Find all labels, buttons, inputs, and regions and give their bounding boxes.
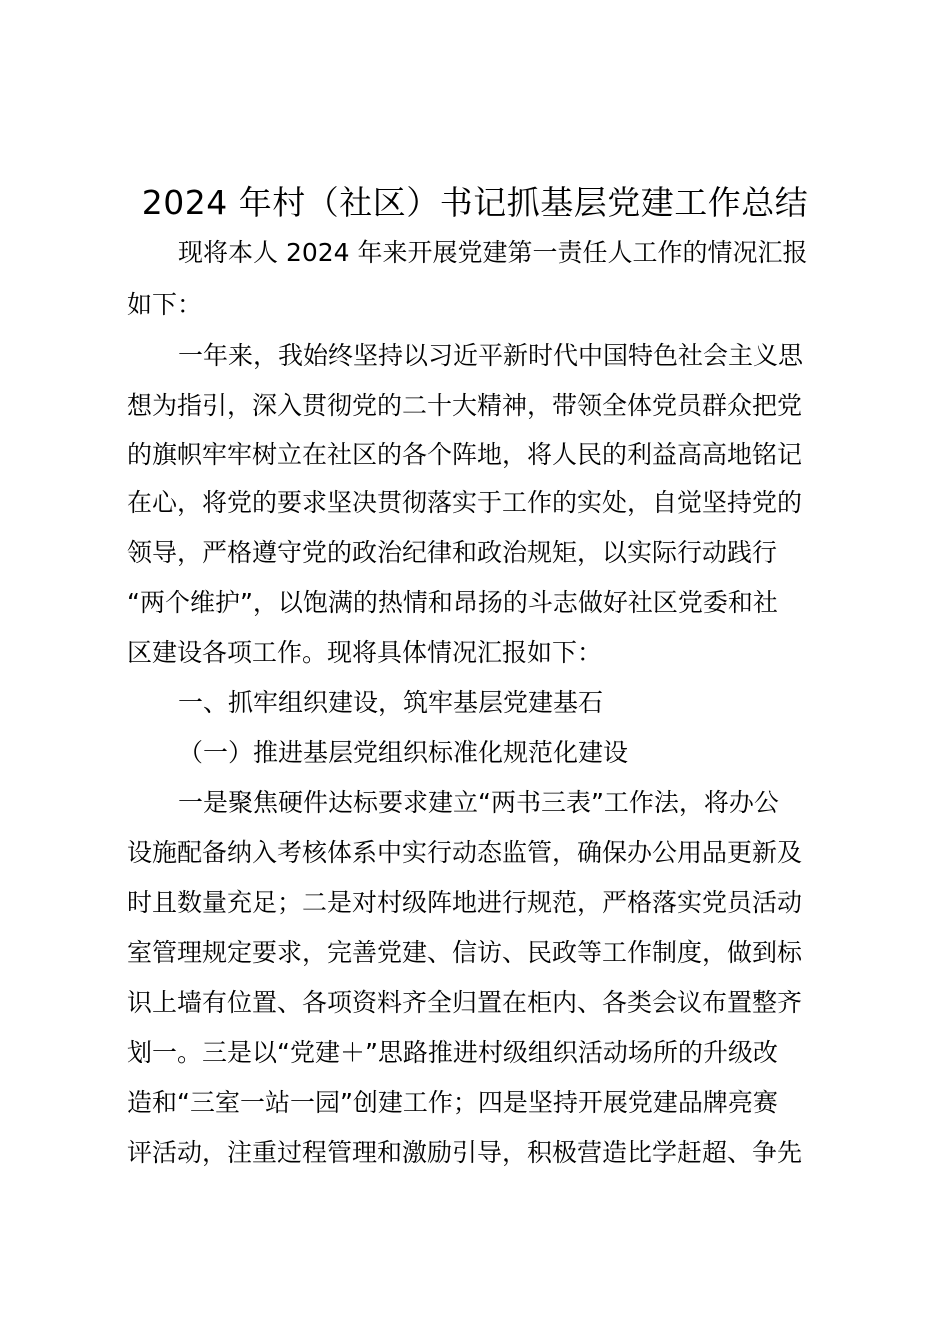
paragraph-line: 识上墙有位置、各项资料齐全归置在柜内、各类会议布置整齐: [127, 988, 803, 1017]
paragraph-line: 如下：: [127, 290, 203, 319]
paragraph-line: 评活动，注重过程管理和激励引导，积极营造比学赶超、争先: [127, 1138, 803, 1167]
subsection-heading: （一）推进基层党组织标准化规范化建设: [178, 738, 629, 767]
paragraph-line: 室管理规定要求，完善党建、信访、民政等工作制度，做到标: [127, 938, 803, 967]
document-title: 2024 年村（社区）书记抓基层党建工作总结: [141, 183, 809, 222]
paragraph-line: 现将本人 2024 年来开展党建第一责任人工作的情况汇报: [178, 238, 808, 267]
paragraph-line: 的旗帜牢牢树立在社区的各个阵地，将人民的利益高高地铭记: [127, 440, 803, 469]
paragraph-line: 划一。三是以“党建＋”思路推进村级组织活动场所的升级改: [127, 1038, 778, 1067]
paragraph-line: 区建设各项工作。现将具体情况汇报如下：: [127, 638, 603, 667]
paragraph-line: 造和“三室一站一园”创建工作；四是坚持开展党建品牌亮赛: [127, 1088, 778, 1117]
section-heading: 一、抓牢组织建设，筑牢基层党建基石: [178, 688, 604, 717]
paragraph-line: 一是聚焦硬件达标要求建立“两书三表”工作法，将办公: [178, 788, 779, 817]
paragraph-line: 领导，严格遵守党的政治纪律和政治规矩，以实际行动践行: [127, 538, 778, 567]
paragraph-line: 在心，将党的要求坚决贯彻落实于工作的实处，自觉坚持党的: [127, 488, 803, 517]
paragraph-line: “两个维护”，以饱满的热情和昂扬的斗志做好社区党委和社: [127, 588, 778, 617]
paragraph-line: 设施配备纳入考核体系中实行动态监管，确保办公用品更新及: [127, 838, 803, 867]
paragraph-line: 时且数量充足；二是对村级阵地进行规范，严格落实党员活动: [127, 888, 803, 917]
paragraph-line: 想为指引，深入贯彻党的二十大精神，带领全体党员群众把党: [127, 391, 803, 420]
paragraph-line: 一年来，我始终坚持以习近平新时代中国特色社会主义思: [178, 341, 804, 370]
